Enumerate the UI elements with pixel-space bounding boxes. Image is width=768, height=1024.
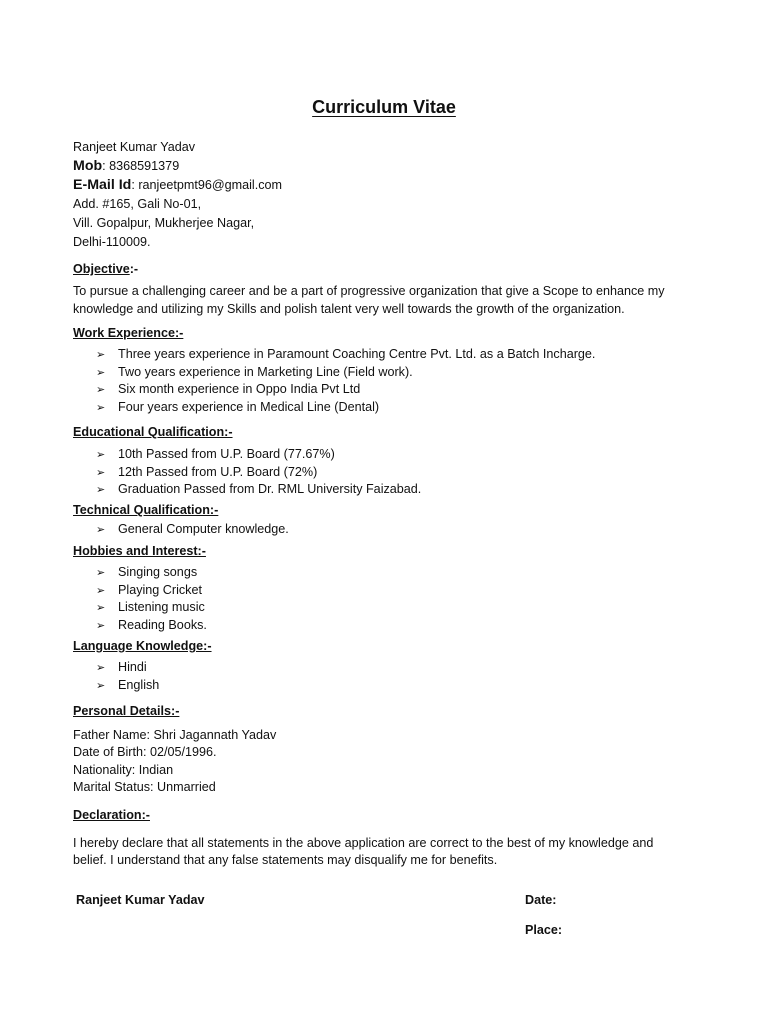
objective-line-1: To pursue a challenging career and be a part of progressive organization that give a Scope to enhance my [73, 284, 665, 298]
arrow-bullet-icon: ➢ [96, 367, 106, 379]
arrow-bullet-icon: ➢ [96, 680, 106, 692]
list-item: ➢ English [96, 677, 159, 696]
list-item: ➢ Three years experience in Paramount Coaching Centre Pvt. Ltd. as a Batch Incharge. [96, 346, 595, 365]
nationality: Nationality: Indian [73, 763, 174, 777]
objective-heading: Objective:- [73, 262, 139, 276]
objective-line-2: knowledge and utilizing my Skills and polish talent very well towards the growth of the organization. [73, 302, 625, 316]
arrow-bullet-icon: ➢ [96, 602, 106, 614]
personal-details-heading: Personal Details:- [73, 704, 180, 718]
list-item: ➢ Graduation Passed from Dr. RML University Faizabad. [96, 481, 421, 500]
arrow-bullet-icon: ➢ [96, 402, 106, 414]
technical-heading: Technical Qualification:- [73, 503, 219, 517]
list-item: ➢ 10th Passed from U.P. Board (77.67%) [96, 446, 335, 465]
list-item: ➢ Six month experience in Oppo India Pvt Ltd [96, 381, 360, 400]
marital-status: Marital Status: Unmarried [73, 780, 216, 794]
email-label: E-Mail Id [73, 177, 132, 193]
arrow-bullet-icon: ➢ [96, 620, 106, 632]
place-label: Place: [525, 923, 563, 937]
arrow-bullet-icon: ➢ [96, 349, 106, 361]
list-item: ➢ Hindi [96, 659, 147, 678]
list-item: ➢ Listening music [96, 599, 205, 618]
list-item: ➢ Playing Cricket [96, 582, 202, 601]
declaration-line-2: belief. I understand that any false statements may disqualify me for benefits. [73, 853, 498, 867]
list-item: ➢ Four years experience in Medical Line (Dental) [96, 399, 379, 418]
arrow-bullet-icon: ➢ [96, 449, 106, 461]
email-value: : ranjeetpmt96@gmail.com [131, 178, 283, 192]
list-item: ➢ General Computer knowledge. [96, 521, 289, 540]
list-item: ➢ 12th Passed from U.P. Board (72%) [96, 464, 317, 483]
arrow-bullet-icon: ➢ [96, 567, 106, 579]
address-line-3: Delhi-110009. [73, 235, 151, 249]
arrow-bullet-icon: ➢ [96, 467, 106, 479]
arrow-bullet-icon: ➢ [96, 384, 106, 396]
email-line [73, 176, 282, 195]
declaration-heading: Declaration:- [73, 808, 150, 822]
mobile-line [73, 157, 179, 176]
list-item: ➢ Singing songs [96, 564, 197, 583]
date-of-birth: Date of Birth: 02/05/1996. [73, 745, 217, 759]
hobbies-heading: Hobbies and Interest:- [73, 544, 206, 558]
arrow-bullet-icon: ➢ [96, 484, 106, 496]
signature-name: Ranjeet Kumar Yadav [76, 893, 205, 907]
arrow-bullet-icon: ➢ [96, 585, 106, 597]
arrow-bullet-icon: ➢ [96, 524, 106, 536]
date-label: Date: [525, 893, 557, 907]
mobile-value: : 8368591379 [102, 159, 180, 173]
language-heading: Language Knowledge:- [73, 639, 212, 653]
work-experience-heading: Work Experience:- [73, 326, 184, 340]
address-line-1: Add. #165, Gali No-01, [73, 197, 202, 211]
education-heading: Educational Qualification:- [73, 425, 233, 439]
list-item: ➢ Reading Books. [96, 617, 207, 636]
page-title: Curriculum Vitae [312, 97, 456, 117]
declaration-line-1: I hereby declare that all statements in the above application are correct to the best of my knowledge and [73, 836, 654, 850]
mobile-label: Mob [73, 158, 103, 174]
father-name: Father Name: Shri Jagannath Yadav [73, 728, 277, 742]
arrow-bullet-icon: ➢ [96, 662, 106, 674]
address-line-2: Vill. Gopalpur, Mukherjee Nagar, [73, 216, 255, 230]
list-item: ➢ Two years experience in Marketing Line (Field work). [96, 364, 413, 383]
applicant-name: Ranjeet Kumar Yadav [73, 140, 196, 154]
